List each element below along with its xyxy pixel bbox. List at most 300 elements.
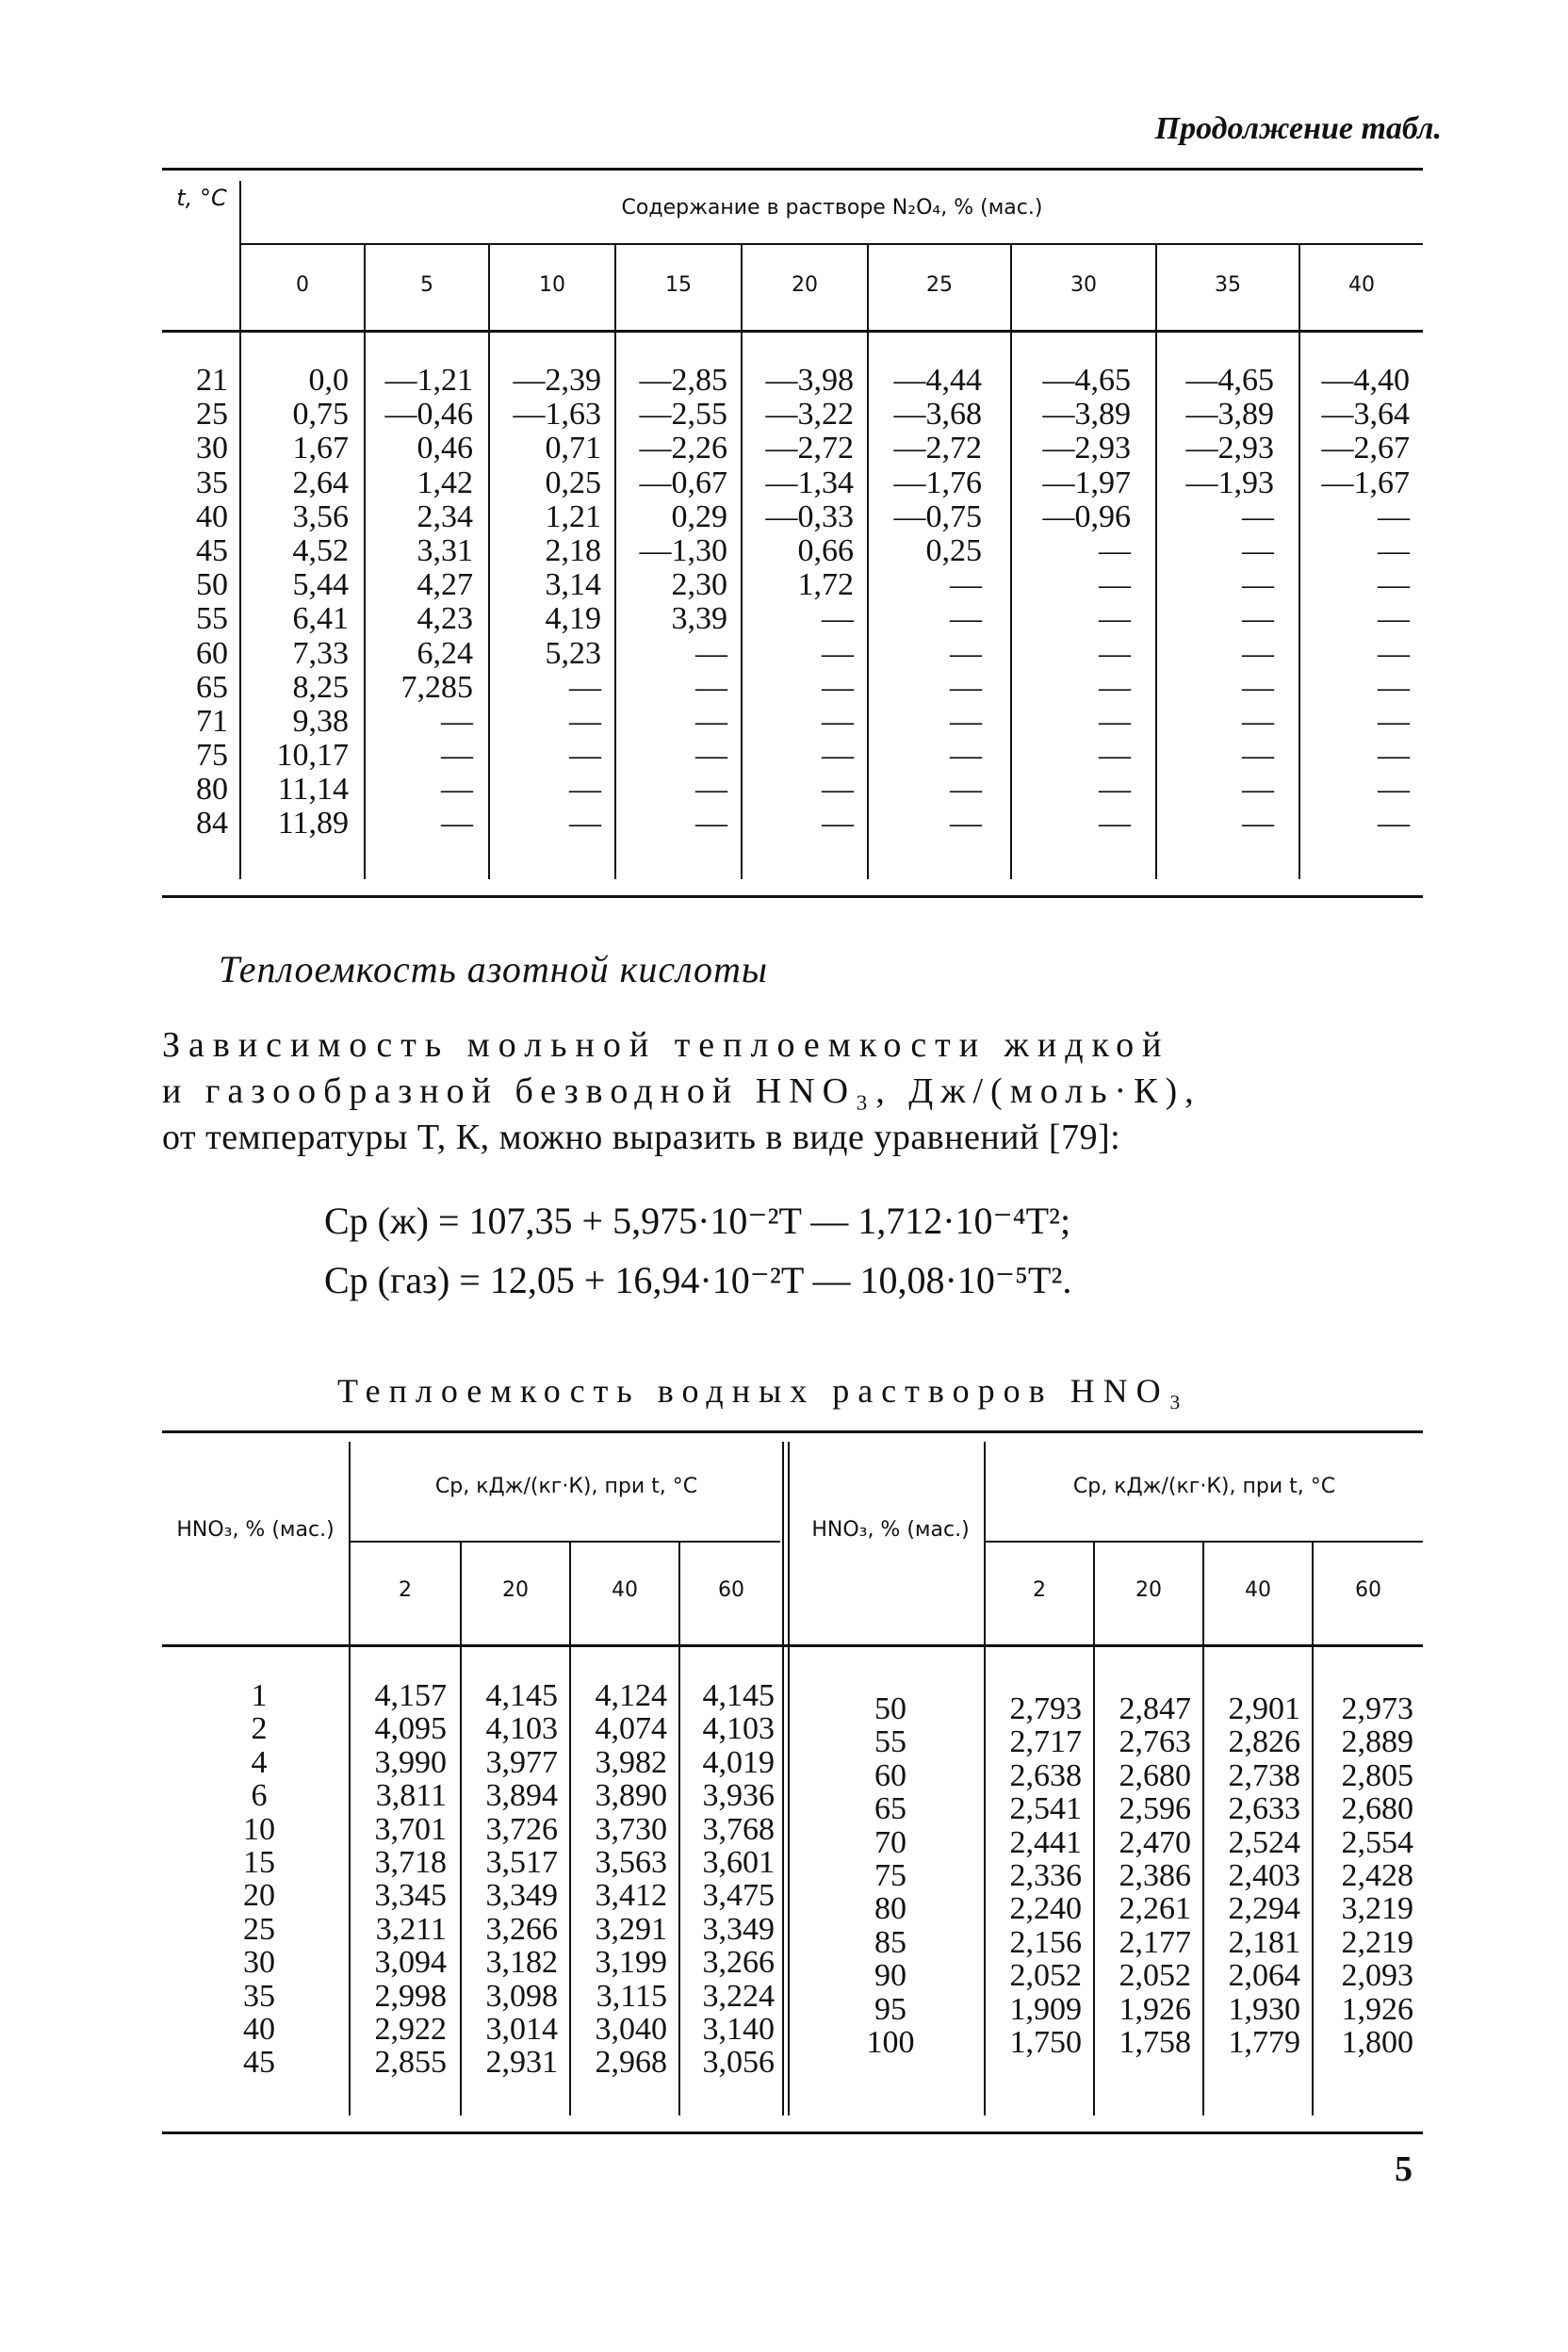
table-cell: 2,34 xyxy=(416,498,473,534)
table-cell: 3,601 xyxy=(702,1844,775,1880)
table-cell: — xyxy=(1099,669,1131,705)
table-cell: — xyxy=(1378,738,1410,774)
table-cell: 3,291 xyxy=(595,1911,667,1947)
table-cell: —2,93 xyxy=(1185,431,1274,466)
t2-row-header-left: HNO₃, % (мас.) xyxy=(176,1518,335,1542)
table-cell: — xyxy=(695,703,727,739)
table-cell: 10 xyxy=(243,1811,275,1847)
table-cell: 1,926 xyxy=(1119,1991,1191,2027)
table-cell: — xyxy=(950,601,982,637)
t1-t-column xyxy=(162,364,228,841)
t2-col-header: 20 xyxy=(502,1578,529,1602)
t1-col-header: 20 xyxy=(792,273,818,297)
t1-data-column xyxy=(492,364,601,841)
table-cell: 2,541 xyxy=(1009,1791,1082,1827)
table-cell: — xyxy=(695,806,727,841)
paragraph-line-3: от температуры T, К, можно выразить в виде уравнений [79]: xyxy=(162,1118,1121,1157)
table-cell: 2,156 xyxy=(1009,1924,1082,1960)
t1-col-header: 40 xyxy=(1348,273,1375,297)
table-cell: —1,97 xyxy=(1042,465,1131,500)
t2-col-left xyxy=(682,1679,775,2080)
table-cell: 3,098 xyxy=(485,1978,558,2014)
table-cell: 4 xyxy=(251,1744,268,1780)
t2-group-header-right: Cp, кДж/(кг·К), при t, °C xyxy=(1072,1475,1336,1498)
t1-col-header: 35 xyxy=(1215,273,1241,297)
table-cell: —4,40 xyxy=(1321,363,1410,398)
table-cell: 21 xyxy=(196,363,228,398)
table1-bottom-rule xyxy=(162,895,1423,898)
table-cell: 65 xyxy=(874,1791,906,1827)
table-cell: — xyxy=(950,772,982,808)
table-cell: — xyxy=(1099,601,1131,637)
table-cell: 7,33 xyxy=(292,635,349,671)
table-cell: 0,0 xyxy=(308,363,349,398)
table-cell: — xyxy=(950,738,982,774)
table-cell: — xyxy=(1242,532,1274,568)
table-cell: —4,44 xyxy=(893,363,982,398)
table-cell: —1,34 xyxy=(765,465,854,500)
table-cell: 65 xyxy=(196,669,228,705)
table-cell: —0,75 xyxy=(893,498,982,534)
t1-vline xyxy=(867,245,869,879)
table-cell: — xyxy=(950,703,982,739)
table-cell: 75 xyxy=(874,1857,906,1893)
table-cell: 3,768 xyxy=(702,1811,775,1847)
table-cell: — xyxy=(822,635,854,671)
table-cell: 2,441 xyxy=(1009,1824,1082,1860)
t1-col-header: 10 xyxy=(539,273,565,297)
table-cell: 2,093 xyxy=(1341,1958,1413,1994)
table-cell: — xyxy=(569,772,601,808)
t2-vline xyxy=(1312,1543,1314,2115)
table-cell: 3,040 xyxy=(595,2011,667,2047)
table-cell: — xyxy=(1242,669,1274,705)
table-cell: — xyxy=(1378,669,1410,705)
table-cell: 84 xyxy=(196,806,228,841)
table-cell: 25 xyxy=(196,397,228,433)
table-cell: 3,894 xyxy=(485,1778,558,1814)
table-cell: 80 xyxy=(196,772,228,808)
t1-vline xyxy=(614,245,616,879)
table1-group-rule xyxy=(241,243,1423,245)
table-cell: —3,22 xyxy=(765,397,854,433)
table-cell: 2,847 xyxy=(1119,1691,1191,1726)
table-cell: — xyxy=(1099,532,1131,568)
table-cell: 2,596 xyxy=(1119,1791,1191,1827)
table-cell: — xyxy=(1378,635,1410,671)
table-cell: —1,30 xyxy=(639,532,727,568)
table-cell: 1,42 xyxy=(416,465,473,500)
table-cell: 2,064 xyxy=(1228,1958,1300,1994)
table-cell: 2,30 xyxy=(671,567,727,603)
table-cell: 50 xyxy=(196,567,228,603)
equation-liquid: Cp (ж) = 107,35 + 5,975·10⁻²T — 1,712·10⁻⁴T²; xyxy=(324,1200,1071,1242)
table-cell: 1 xyxy=(251,1678,268,1713)
t1-col-header: 5 xyxy=(420,273,433,297)
table-cell: 5,23 xyxy=(545,635,601,671)
t2-col-right xyxy=(1206,1692,1300,2059)
table-cell: 11,14 xyxy=(277,772,349,808)
t2-col-left xyxy=(352,1679,447,2080)
t2-col-right xyxy=(1097,1692,1191,2059)
table-cell: —2,26 xyxy=(639,431,727,466)
page-number: 5 xyxy=(1395,2149,1413,2189)
table-cell: 3,977 xyxy=(485,1744,558,1780)
table-cell: 2,336 xyxy=(1009,1857,1082,1893)
table-cell: 45 xyxy=(243,2045,275,2081)
table-cell: — xyxy=(950,806,982,841)
t2-vline xyxy=(788,1442,790,2115)
table-cell: 2,793 xyxy=(1009,1691,1082,1726)
table-cell: — xyxy=(1242,601,1274,637)
table-cell: 3,266 xyxy=(702,1945,775,1981)
table-cell: 2,18 xyxy=(545,532,601,568)
t1-data-column xyxy=(368,364,473,841)
t1-data-column xyxy=(1014,364,1131,841)
t1-group-header: Содержание в растворе N₂O₄, % (мас.) xyxy=(621,196,1043,220)
table-cell: 2,261 xyxy=(1119,1891,1191,1927)
table-cell: 4,074 xyxy=(595,1711,667,1747)
table-cell: — xyxy=(822,738,854,774)
table-cell: —2,72 xyxy=(765,431,854,466)
table-cell: — xyxy=(1242,635,1274,671)
t2-col-header: 20 xyxy=(1135,1578,1162,1602)
table-cell: — xyxy=(1242,738,1274,774)
section-title: Теплоемкость азотной кислоты xyxy=(219,948,768,990)
table-cell: 50 xyxy=(874,1691,906,1726)
table-cell: 25 xyxy=(243,1911,275,1947)
table-cell: 0,75 xyxy=(292,397,349,433)
table-cell: — xyxy=(950,669,982,705)
table-cell: 6,41 xyxy=(292,601,349,637)
t2-vline xyxy=(349,1442,351,2115)
table-cell: 85 xyxy=(874,1924,906,1960)
table-cell: — xyxy=(441,772,473,808)
paragraph-line-2: и газообразной безводной HNO₃, Дж/(моль·К), xyxy=(162,1071,1201,1111)
table-cell: 1,750 xyxy=(1009,2024,1082,2060)
table-cell: 60 xyxy=(196,635,228,671)
table-cell: — xyxy=(1378,703,1410,739)
table-cell: 1,72 xyxy=(797,567,854,603)
table-cell: 3,811 xyxy=(375,1778,447,1814)
table-cell: 0,25 xyxy=(925,532,982,568)
table-cell: —4,65 xyxy=(1185,363,1274,398)
t1-data-column xyxy=(871,364,982,841)
table-cell: 1,67 xyxy=(292,431,349,466)
table-cell: 2,181 xyxy=(1228,1924,1300,1960)
table-cell: 2,717 xyxy=(1009,1724,1082,1760)
t2-hno3-right xyxy=(801,1692,980,2059)
table-cell: 100 xyxy=(866,2024,915,2060)
table-cell: —3,64 xyxy=(1321,397,1410,433)
table-cell: 40 xyxy=(196,498,228,534)
table-cell: 2,219 xyxy=(1341,1924,1413,1960)
table-cell: 30 xyxy=(243,1945,275,1981)
table-cell: 2,052 xyxy=(1119,1958,1191,1994)
table-cell: —2,55 xyxy=(639,397,727,433)
t2-col-left xyxy=(464,1679,558,2080)
table-cell: 1,779 xyxy=(1228,2024,1300,2060)
table-cell: 3,266 xyxy=(485,1911,558,1947)
table-cell: 3,094 xyxy=(374,1945,447,1981)
table-cell: 3,349 xyxy=(485,1878,558,1914)
table-cell: — xyxy=(569,806,601,841)
table2-caption: Теплоемкость водных растворов HNO₃ xyxy=(337,1372,1190,1410)
t1-data-column xyxy=(1159,364,1274,841)
table-cell: — xyxy=(1242,498,1274,534)
table-cell: —2,93 xyxy=(1042,431,1131,466)
table-cell: — xyxy=(1378,532,1410,568)
table-cell: 3,726 xyxy=(485,1811,558,1847)
table-cell: 2,931 xyxy=(485,2045,558,2081)
t2-col-header: 2 xyxy=(399,1578,412,1602)
table-cell: 95 xyxy=(874,1991,906,2027)
table-cell: 4,103 xyxy=(485,1711,558,1747)
table-cell: — xyxy=(1099,806,1131,841)
table-cell: — xyxy=(441,738,473,774)
table-cell: 3,701 xyxy=(374,1811,447,1847)
table-cell: 8,25 xyxy=(292,669,349,705)
t1-col-header: 15 xyxy=(665,273,692,297)
table-cell: 2,428 xyxy=(1341,1857,1413,1893)
table-cell: —3,89 xyxy=(1185,397,1274,433)
table-cell: 1,930 xyxy=(1228,1991,1300,2027)
table-cell: 3,990 xyxy=(374,1744,447,1780)
table-cell: 2,889 xyxy=(1341,1724,1413,1760)
table-cell: —3,98 xyxy=(765,363,854,398)
table-cell: 45 xyxy=(196,532,228,568)
table-cell: 3,219 xyxy=(1341,1891,1413,1927)
table-cell: — xyxy=(1378,772,1410,808)
table-cell: 2,680 xyxy=(1341,1791,1413,1827)
table-cell: 4,23 xyxy=(416,601,473,637)
t1-col-header: 0 xyxy=(296,273,309,297)
t2-vline xyxy=(782,1442,784,2115)
t2-col-header: 2 xyxy=(1033,1578,1046,1602)
table2-top-rule xyxy=(162,1430,1423,1433)
table-cell: —0,96 xyxy=(1042,498,1131,534)
table-cell: — xyxy=(822,703,854,739)
table-cell: 2,901 xyxy=(1228,1691,1300,1726)
table-cell: 0,46 xyxy=(416,431,473,466)
t2-vline xyxy=(460,1543,462,2115)
table-cell: 3,199 xyxy=(595,1945,667,1981)
table-cell: —0,46 xyxy=(384,397,473,433)
table-cell: 3,718 xyxy=(374,1844,447,1880)
table-cell: — xyxy=(1378,567,1410,603)
t2-group-header-left: Cp, кДж/(кг·К), при t, °C xyxy=(434,1475,698,1498)
table-cell: — xyxy=(1378,498,1410,534)
table-cell: 3,345 xyxy=(374,1878,447,1914)
table-cell: 5,44 xyxy=(292,567,349,603)
table-cell: 0,66 xyxy=(797,532,854,568)
t2-vline xyxy=(678,1543,680,2115)
table-cell: 1,909 xyxy=(1009,1991,1082,2027)
table-cell: 2,524 xyxy=(1228,1824,1300,1860)
table-cell: 2,633 xyxy=(1228,1791,1300,1827)
t1-vline xyxy=(1010,245,1012,879)
t2-vline xyxy=(1202,1543,1204,2115)
table-cell: —4,65 xyxy=(1042,363,1131,398)
equation-gas: Cp (газ) = 12,05 + 16,94·10⁻²T — 10,08·10⁻⁵T². xyxy=(324,1259,1072,1301)
table-cell: 2 xyxy=(251,1711,268,1747)
table1-top-rule xyxy=(162,168,1423,171)
table-cell: 3,475 xyxy=(702,1878,775,1914)
table2-header-rule xyxy=(162,1644,1423,1647)
table-cell: 60 xyxy=(874,1757,906,1793)
table-cell: 2,294 xyxy=(1228,1891,1300,1927)
table-cell: 6 xyxy=(251,1778,268,1814)
table-cell: 3,211 xyxy=(375,1911,447,1947)
table-cell: 2,826 xyxy=(1228,1724,1300,1760)
table-cell: 2,638 xyxy=(1009,1757,1082,1793)
table-cell: 4,19 xyxy=(545,601,601,637)
t1-vline xyxy=(488,245,490,879)
table-cell: 4,157 xyxy=(374,1678,447,1713)
table-cell: —2,39 xyxy=(513,363,601,398)
table-cell: 10,17 xyxy=(276,738,349,774)
t1-data-column xyxy=(744,364,854,841)
table-cell: — xyxy=(1099,567,1131,603)
table-cell: 11,89 xyxy=(277,806,349,841)
table-cell: — xyxy=(950,635,982,671)
table-cell: — xyxy=(822,601,854,637)
table-cell: —2,67 xyxy=(1321,431,1410,466)
table2-bottom-rule xyxy=(162,2132,1423,2134)
t2-col-right xyxy=(988,1692,1082,2059)
table-cell: 2,763 xyxy=(1119,1724,1191,1760)
t1-data-column xyxy=(618,364,727,841)
t2-vline xyxy=(1093,1543,1095,2115)
table-cell: 2,738 xyxy=(1228,1757,1300,1793)
table-cell: —1,21 xyxy=(384,363,473,398)
table-cell: 3,115 xyxy=(596,1978,667,2014)
table-cell: 35 xyxy=(196,465,228,500)
table-cell: — xyxy=(1099,772,1131,808)
table-cell: — xyxy=(1099,703,1131,739)
table-cell: 3,14 xyxy=(545,567,601,603)
table-cell: 55 xyxy=(196,601,228,637)
t2-col-header: 40 xyxy=(1245,1578,1271,1602)
table-cell: — xyxy=(1242,772,1274,808)
table-cell: 90 xyxy=(874,1958,906,1994)
table-cell: — xyxy=(695,635,727,671)
table-cell: 2,64 xyxy=(292,465,349,500)
table-cell: 3,056 xyxy=(702,2045,775,2081)
table-cell: — xyxy=(695,772,727,808)
table-cell: 2,554 xyxy=(1341,1824,1413,1860)
paragraph-line-1: Зависимость мольной теплоемкости жидкой xyxy=(162,1025,1170,1065)
table-cell: 2,470 xyxy=(1119,1824,1191,1860)
table-cell: 0,29 xyxy=(671,498,727,534)
table-cell: 4,124 xyxy=(595,1678,667,1713)
table-cell: —1,63 xyxy=(513,397,601,433)
table-cell: — xyxy=(950,567,982,603)
table-cell: 30 xyxy=(196,431,228,466)
table-cell: — xyxy=(822,772,854,808)
table-cell: 2,386 xyxy=(1119,1857,1191,1893)
table-cell: — xyxy=(441,703,473,739)
t1-vline xyxy=(741,245,743,879)
table-cell: 4,103 xyxy=(702,1711,775,1747)
table-cell: 55 xyxy=(874,1724,906,1760)
table-cell: —2,85 xyxy=(639,363,727,398)
table-cell: 15 xyxy=(243,1844,275,1880)
table-cell: —1,76 xyxy=(893,465,982,500)
table-cell: 3,014 xyxy=(485,2011,558,2047)
t2-col-left xyxy=(573,1679,667,2080)
t2-hno3-left xyxy=(170,1679,349,2080)
table-cell: 2,968 xyxy=(595,2045,667,2081)
t1-vline xyxy=(1155,245,1157,879)
table-cell: — xyxy=(569,669,601,705)
table-cell: 20 xyxy=(243,1878,275,1914)
table-cell: — xyxy=(1378,601,1410,637)
table-cell: 1,800 xyxy=(1341,2024,1413,2060)
table-cell: 2,922 xyxy=(374,2011,447,2047)
table-cell: 3,182 xyxy=(485,1945,558,1981)
t1-data-column xyxy=(1302,364,1410,841)
table-cell: 2,052 xyxy=(1009,1958,1082,1994)
table-cell: 2,973 xyxy=(1341,1691,1413,1726)
table-cell: 0,71 xyxy=(545,431,601,466)
t1-vline xyxy=(364,245,366,879)
table-cell: 3,412 xyxy=(595,1878,667,1914)
table-cell: 70 xyxy=(874,1824,906,1860)
table-cell: 3,517 xyxy=(485,1844,558,1880)
table-cell: 3,56 xyxy=(292,498,349,534)
t1-col-header: 30 xyxy=(1070,273,1097,297)
table-cell: 3,890 xyxy=(595,1778,667,1814)
table-cell: —1,67 xyxy=(1321,465,1410,500)
table1-header-rule xyxy=(162,330,1423,333)
table-cell: 3,563 xyxy=(595,1844,667,1880)
table-cell: — xyxy=(822,669,854,705)
t1-row-header: t, °C xyxy=(176,185,227,211)
table-cell: 71 xyxy=(196,703,228,739)
table-cell: 3,224 xyxy=(702,1978,775,2014)
table-cell: 80 xyxy=(874,1891,906,1927)
table-cell: 3,982 xyxy=(595,1744,667,1780)
t2-vline xyxy=(569,1543,571,2115)
table-cell: 3,31 xyxy=(416,532,473,568)
table-cell: 1,926 xyxy=(1341,1991,1413,2027)
table-cell: 4,52 xyxy=(292,532,349,568)
continuation-label: Продолжение табл. xyxy=(1154,111,1442,146)
table-cell: —0,33 xyxy=(765,498,854,534)
table-cell: 4,095 xyxy=(374,1711,447,1747)
table-cell: —3,89 xyxy=(1042,397,1131,433)
table-cell: — xyxy=(695,669,727,705)
table-cell: 2,805 xyxy=(1341,1757,1413,1793)
table-cell: 2,240 xyxy=(1009,1891,1082,1927)
table-cell: 4,145 xyxy=(702,1678,775,1713)
t2-col-header: 60 xyxy=(1355,1578,1381,1602)
t1-vline xyxy=(1298,245,1300,879)
t2-col-right xyxy=(1315,1692,1413,2059)
table-cell: — xyxy=(695,738,727,774)
t2-col-header: 40 xyxy=(612,1578,638,1602)
table-cell: — xyxy=(1242,567,1274,603)
table-cell: —3,68 xyxy=(893,397,982,433)
table-cell: — xyxy=(569,703,601,739)
table-cell: 35 xyxy=(243,1978,275,2014)
table-cell: 4,27 xyxy=(416,567,473,603)
table-cell: —0,67 xyxy=(639,465,727,500)
t2-col-header: 60 xyxy=(718,1578,744,1602)
table-cell: 2,403 xyxy=(1228,1857,1300,1893)
table2-group-rule-right xyxy=(986,1541,1423,1543)
